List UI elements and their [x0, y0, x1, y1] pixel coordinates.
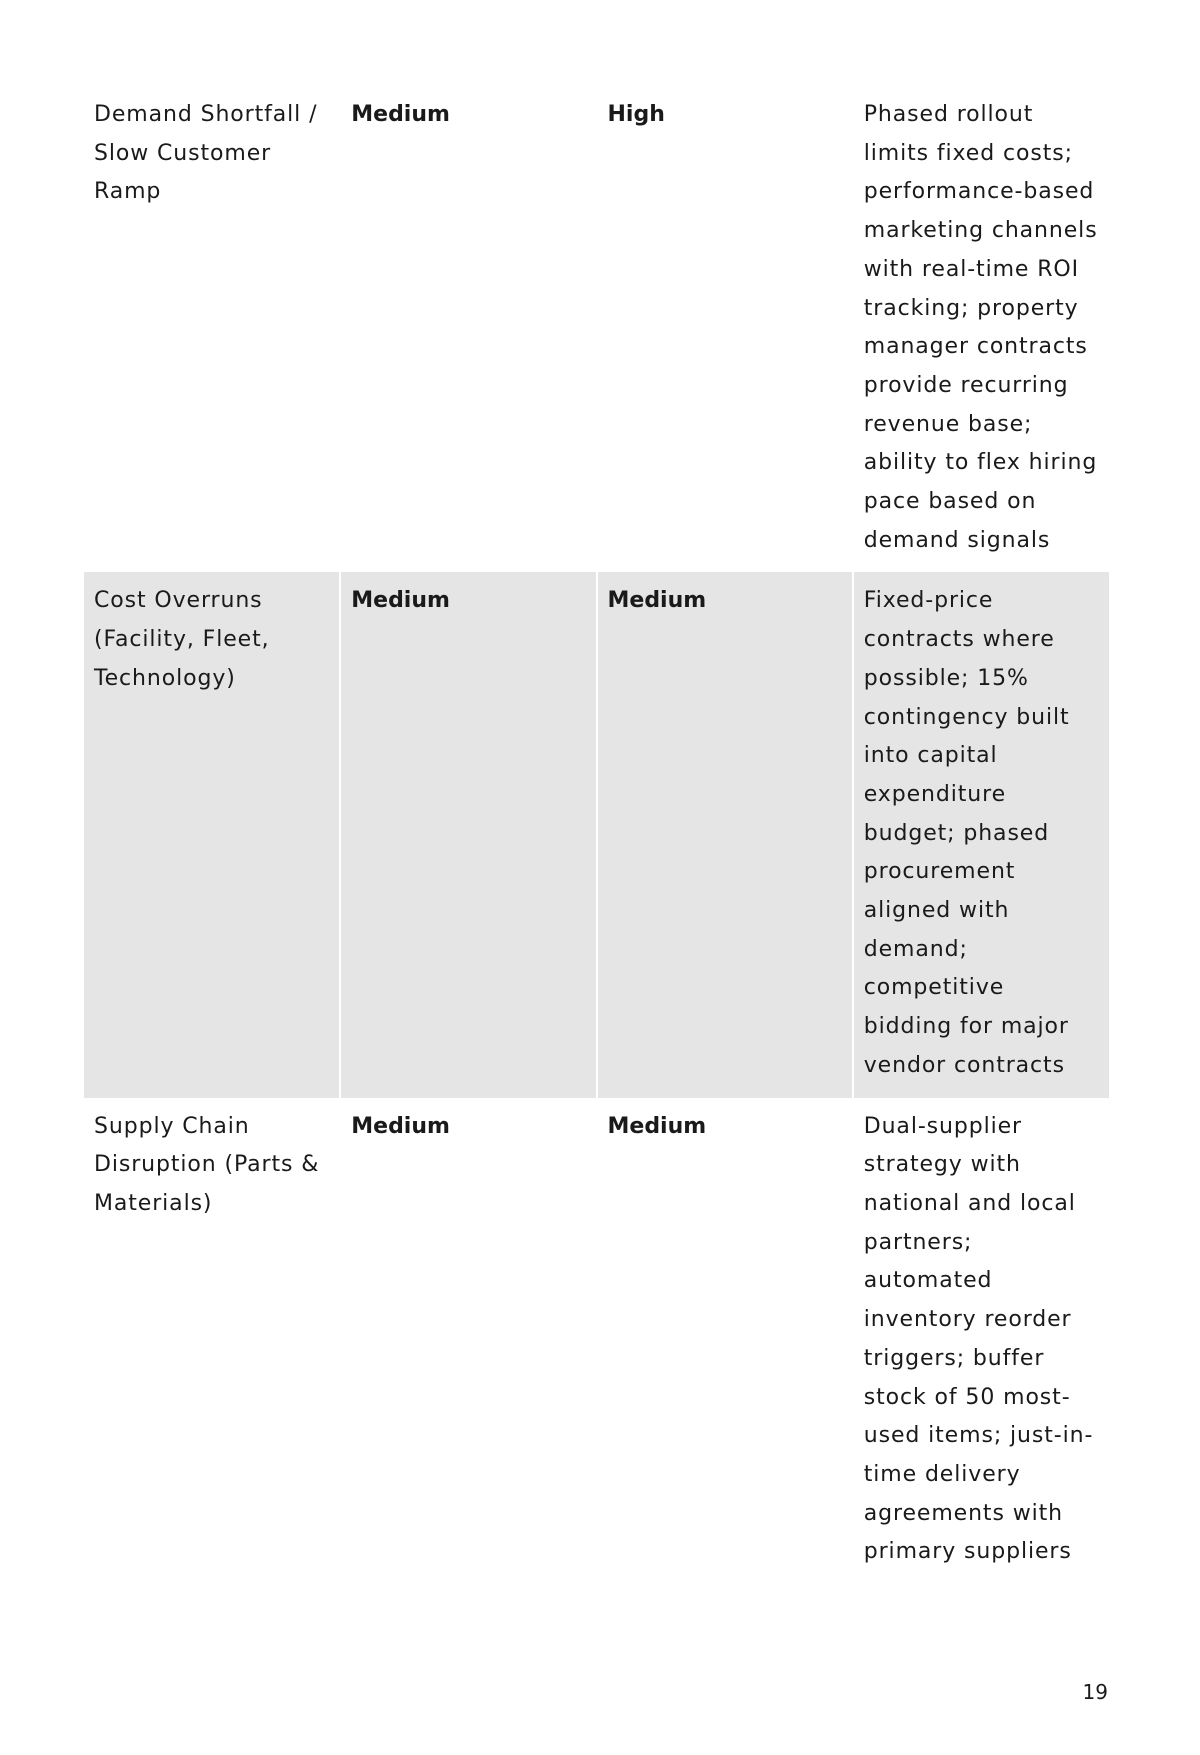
impact-cell: High — [597, 86, 853, 572]
likelihood-cell: Medium — [340, 572, 596, 1097]
risk-name-cell: Demand Shortfall / Slow Customer Ramp — [94, 102, 318, 205]
table-row — [84, 1098, 1109, 1584]
likelihood-cell: Medium — [340, 1098, 596, 1584]
page-number: 19 — [1082, 1680, 1108, 1704]
table-row — [84, 572, 1109, 1097]
mitigation-cell: Fixed-price contracts where possible; 15% contingency built into capital expenditure budget; phased procurement aligned with demand; competitive bidding for major vendor contracts — [853, 572, 1109, 1097]
impact-cell: Medium — [597, 572, 853, 1097]
risk-name-cell: Supply Chain Disruption (Parts & Materials) — [94, 1113, 320, 1216]
risk-assessment-table — [84, 86, 1109, 1584]
mitigation-cell: Dual-supplier strategy with national and local partners; automated inventory reorder triggers; buffer stock of 50 most-used items; just-in-time delivery agreements with primary suppliers — [853, 1098, 1109, 1584]
table-row — [84, 86, 1109, 572]
likelihood-cell: Medium — [340, 86, 596, 572]
mitigation-cell: Phased rollout limits fixed costs; performance-based marketing channels with real-time ROI tracking; property manager contracts provide recurring revenue base; ability to flex hiring pace based on demand signals — [853, 86, 1109, 572]
impact-cell: Medium — [597, 1098, 853, 1584]
risk-name-cell: Cost Overruns (Facility, Fleet, Technology) — [84, 572, 340, 1097]
